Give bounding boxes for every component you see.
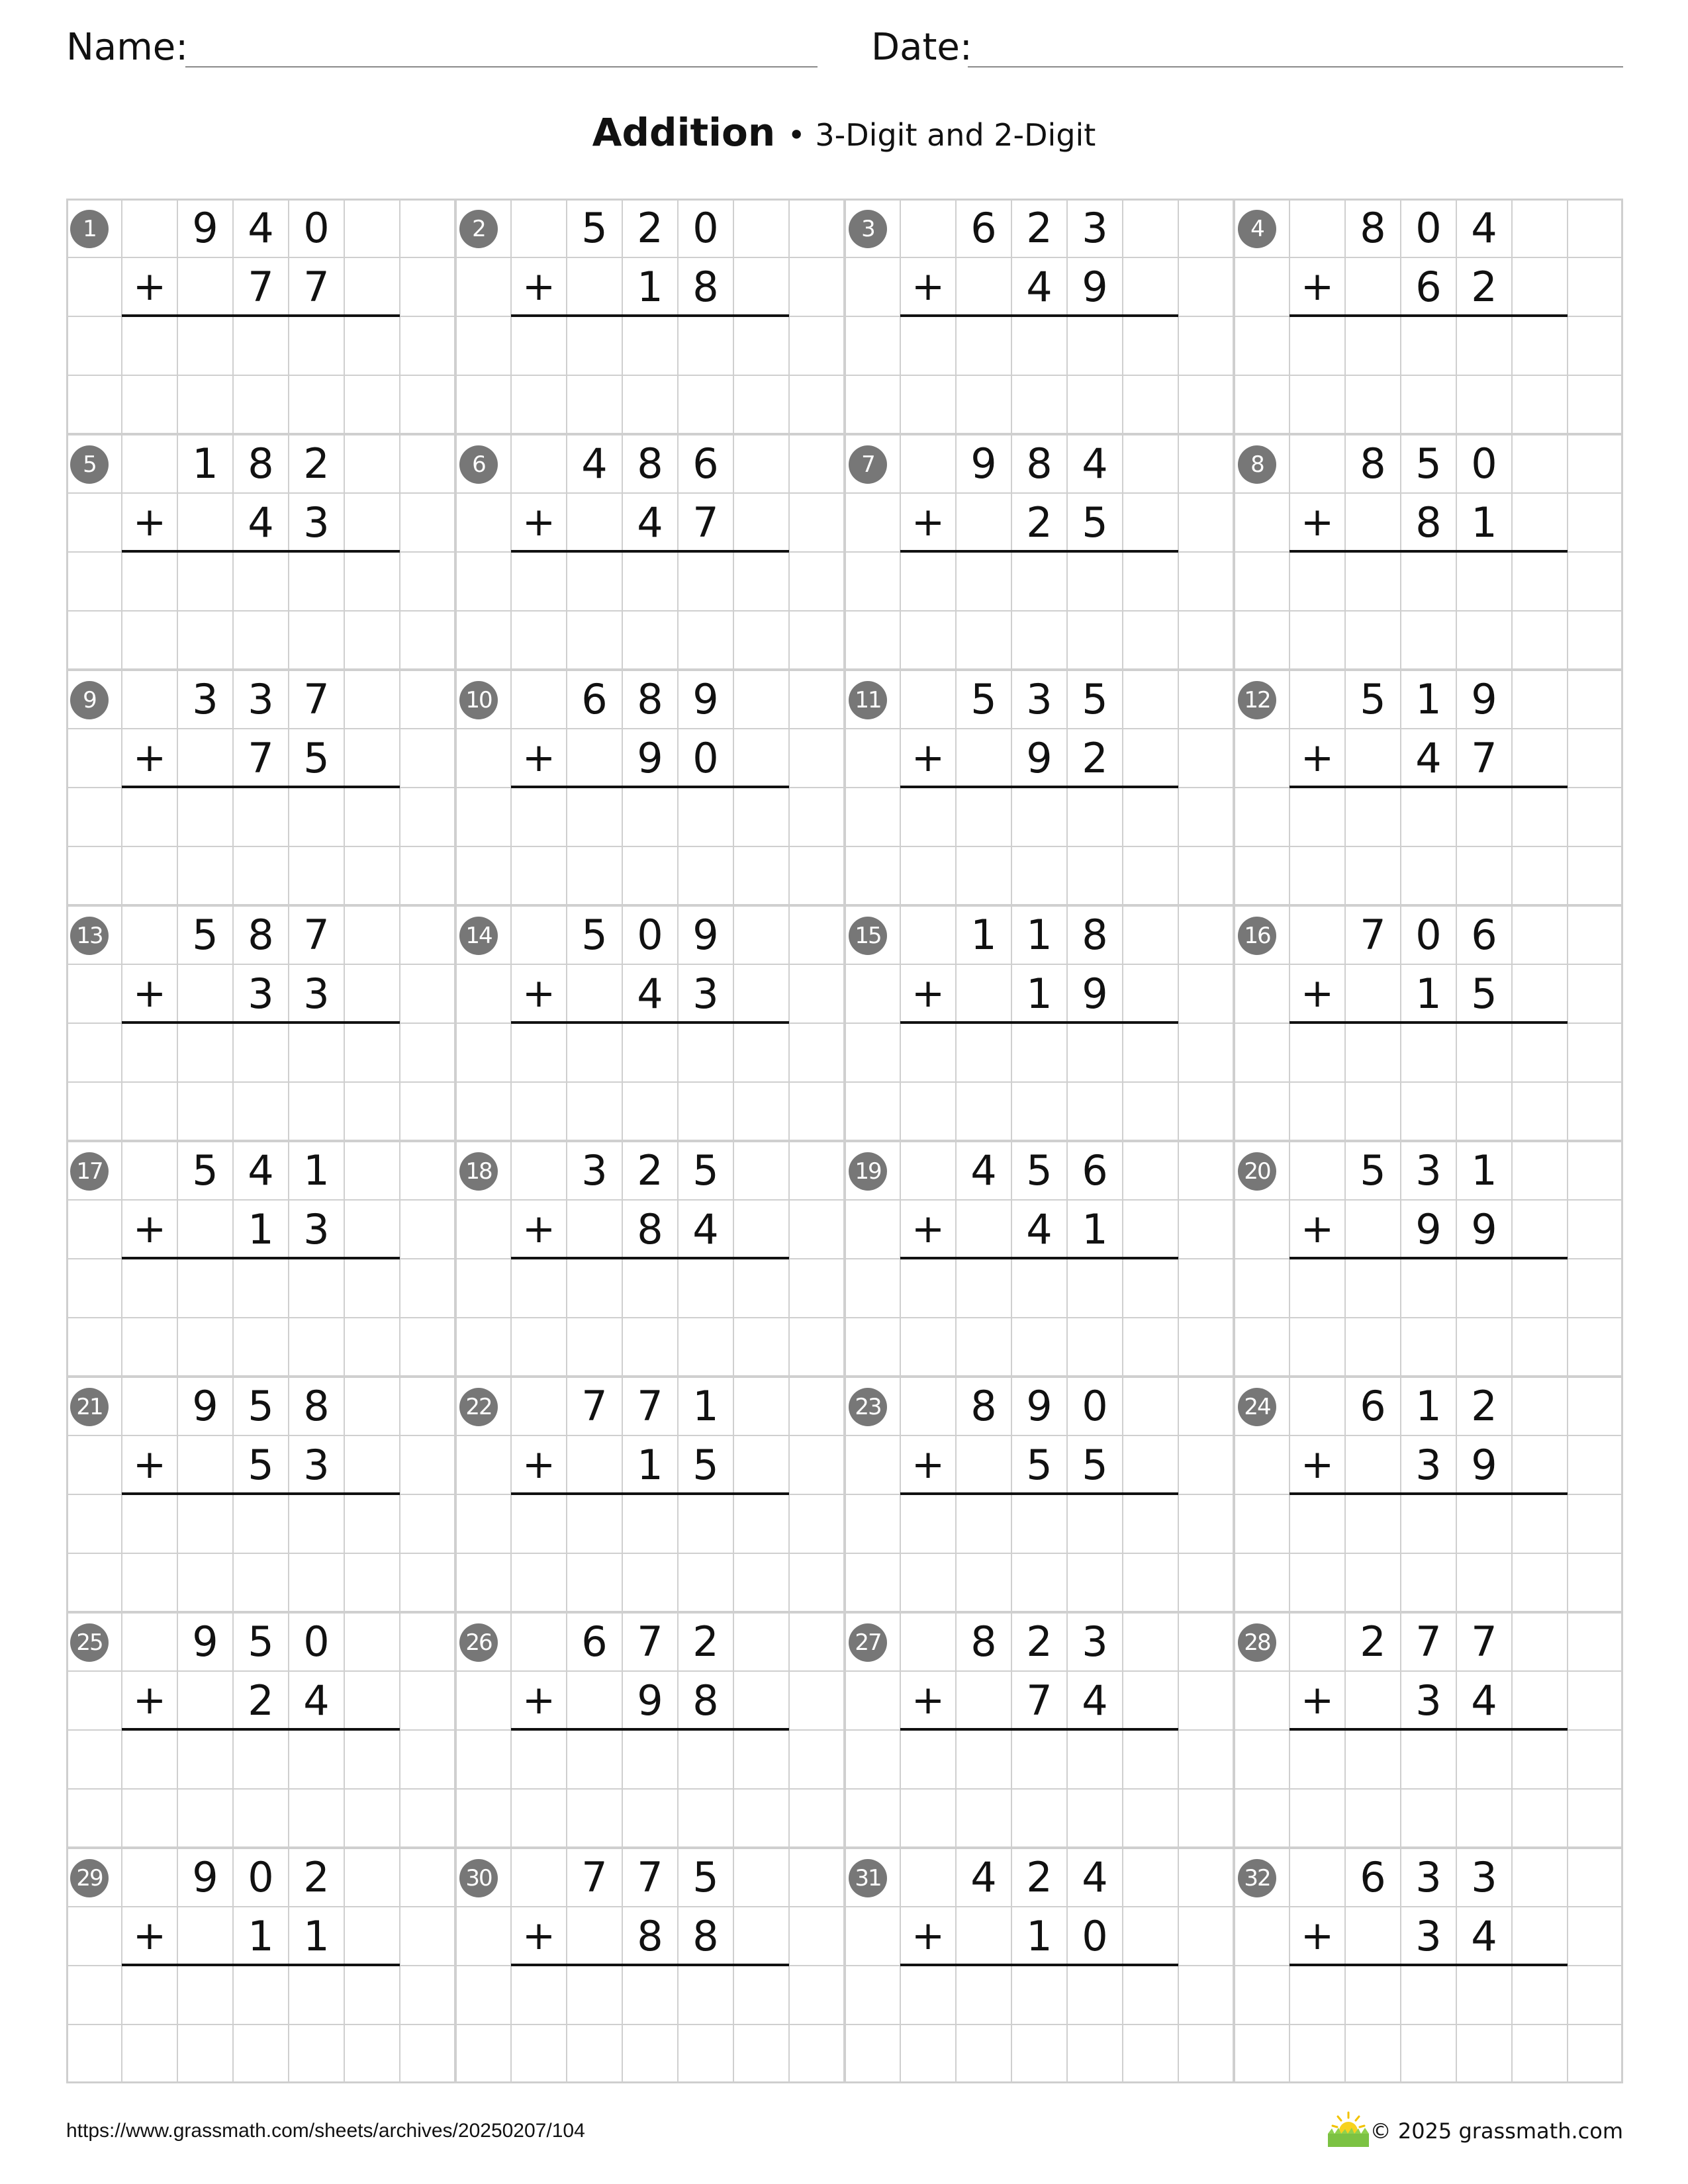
answer-area[interactable] xyxy=(122,316,400,434)
problem-29 xyxy=(66,1848,455,2083)
bottom-digit: 3 xyxy=(1415,1676,1442,1725)
top-digit: 7 xyxy=(1415,1617,1442,1666)
problem-number-badge: 3 xyxy=(849,210,887,248)
plus-sign: + xyxy=(132,735,167,781)
top-digit: 5 xyxy=(192,911,218,959)
top-digit: 0 xyxy=(1415,911,1442,959)
top-digit: 4 xyxy=(1082,439,1108,488)
bottom-digit: 1 xyxy=(1471,498,1497,547)
top-digit: 5 xyxy=(692,1146,719,1195)
problem-number-badge: 32 xyxy=(1238,1859,1276,1897)
top-digit: 5 xyxy=(248,1382,274,1430)
answer-area[interactable] xyxy=(511,316,789,434)
answer-area[interactable] xyxy=(1289,1730,1568,1848)
problem-number-badge: 17 xyxy=(70,1152,109,1191)
bottom-digit: 4 xyxy=(303,1676,330,1725)
plus-sign: + xyxy=(911,970,945,1017)
top-digit: 3 xyxy=(248,675,274,723)
bottom-digit: 8 xyxy=(692,263,719,311)
bottom-digit: 7 xyxy=(248,263,274,311)
plus-sign: + xyxy=(522,970,556,1017)
bottom-digit: 2 xyxy=(1082,734,1108,782)
top-digit: 1 xyxy=(692,1382,719,1430)
answer-area[interactable] xyxy=(511,552,789,670)
name-label: Name: xyxy=(66,26,189,69)
top-digit: 9 xyxy=(970,439,997,488)
plus-sign: + xyxy=(522,1677,556,1723)
top-digit: 2 xyxy=(637,204,663,252)
top-digit: 7 xyxy=(581,1382,608,1430)
top-digit: 7 xyxy=(1471,1617,1497,1666)
top-digit: 2 xyxy=(1471,1382,1497,1430)
plus-sign: + xyxy=(1300,263,1335,310)
problem-6 xyxy=(455,434,845,670)
bottom-digit: 9 xyxy=(1471,1441,1497,1489)
top-digit: 6 xyxy=(581,1617,608,1666)
top-digit: 1 xyxy=(1026,911,1053,959)
problem-17 xyxy=(66,1141,455,1377)
bottom-digit: 3 xyxy=(1415,1441,1442,1489)
top-digit: 7 xyxy=(1360,911,1386,959)
problem-14 xyxy=(455,905,845,1141)
bottom-digit: 4 xyxy=(1471,1912,1497,1960)
top-digit: 6 xyxy=(692,439,719,488)
bottom-digit: 9 xyxy=(637,734,663,782)
bottom-digit: 3 xyxy=(248,970,274,1018)
plus-sign: + xyxy=(911,735,945,781)
bottom-digit: 0 xyxy=(1082,1912,1108,1960)
plus-sign: + xyxy=(132,1913,167,1959)
bottom-digit: 7 xyxy=(692,498,719,547)
top-digit: 8 xyxy=(248,439,274,488)
top-digit: 4 xyxy=(248,204,274,252)
name-line[interactable] xyxy=(185,66,818,68)
answer-area[interactable] xyxy=(122,1730,400,1848)
problem-13 xyxy=(66,905,455,1141)
answer-area[interactable] xyxy=(1289,1966,1568,2083)
bottom-digit: 2 xyxy=(1471,263,1497,311)
bottom-digit: 4 xyxy=(1026,1205,1053,1253)
top-digit: 8 xyxy=(1360,204,1386,252)
top-digit: 5 xyxy=(581,204,608,252)
top-digit: 8 xyxy=(1026,439,1053,488)
top-digit: 6 xyxy=(970,204,997,252)
plus-sign: + xyxy=(132,1441,167,1488)
problem-5 xyxy=(66,434,455,670)
top-digit: 5 xyxy=(1415,439,1442,488)
top-digit: 8 xyxy=(637,675,663,723)
top-digit: 1 xyxy=(303,1146,330,1195)
top-digit: 0 xyxy=(303,204,330,252)
problem-number-badge: 31 xyxy=(849,1859,887,1897)
bottom-digit: 8 xyxy=(637,1912,663,1960)
problem-number-badge: 4 xyxy=(1238,210,1276,248)
bottom-digit: 1 xyxy=(303,1912,330,1960)
problem-number-badge: 16 xyxy=(1238,917,1276,955)
bottom-digit: 1 xyxy=(1082,1205,1108,1253)
bottom-digit: 3 xyxy=(303,498,330,547)
bottom-digit: 1 xyxy=(1415,970,1442,1018)
answer-area[interactable] xyxy=(900,1023,1178,1141)
answer-area[interactable] xyxy=(900,316,1178,434)
bottom-digit: 7 xyxy=(303,263,330,311)
problem-number-badge: 6 xyxy=(459,445,498,484)
answer-area[interactable] xyxy=(900,1966,1178,2083)
bottom-digit: 0 xyxy=(692,734,719,782)
problem-12 xyxy=(1234,670,1623,905)
bottom-digit: 3 xyxy=(692,970,719,1018)
problem-32 xyxy=(1234,1848,1623,2083)
problem-number-badge: 9 xyxy=(70,681,109,719)
problem-16 xyxy=(1234,905,1623,1141)
problem-19 xyxy=(845,1141,1234,1377)
problem-10 xyxy=(455,670,845,905)
top-digit: 0 xyxy=(1415,204,1442,252)
problem-number-badge: 29 xyxy=(70,1859,109,1897)
top-digit: 2 xyxy=(692,1617,719,1666)
top-digit: 9 xyxy=(1471,675,1497,723)
problem-number-badge: 13 xyxy=(70,917,109,955)
top-digit: 3 xyxy=(192,675,218,723)
bottom-digit: 8 xyxy=(692,1912,719,1960)
bottom-digit: 1 xyxy=(248,1205,274,1253)
top-digit: 5 xyxy=(581,911,608,959)
top-digit: 3 xyxy=(1415,1146,1442,1195)
problem-1 xyxy=(66,199,455,434)
top-digit: 4 xyxy=(970,1146,997,1195)
problem-number-badge: 22 xyxy=(459,1388,498,1426)
problem-number-badge: 14 xyxy=(459,917,498,955)
top-digit: 4 xyxy=(581,439,608,488)
top-digit: 8 xyxy=(637,439,663,488)
top-digit: 4 xyxy=(248,1146,274,1195)
bottom-digit: 9 xyxy=(1082,263,1108,311)
answer-area[interactable] xyxy=(511,1730,789,1848)
bottom-digit: 9 xyxy=(1415,1205,1442,1253)
problem-number-badge: 30 xyxy=(459,1859,498,1897)
top-digit: 5 xyxy=(248,1617,274,1666)
top-digit: 9 xyxy=(192,1617,218,1666)
worksheet-title xyxy=(0,106,1688,161)
bottom-digit: 6 xyxy=(1415,263,1442,311)
problem-number-badge: 21 xyxy=(70,1388,109,1426)
top-digit: 2 xyxy=(303,1853,330,1901)
top-digit: 8 xyxy=(248,911,274,959)
problem-18 xyxy=(455,1141,845,1377)
bottom-digit: 8 xyxy=(1415,498,1442,547)
plus-sign: + xyxy=(911,1441,945,1488)
top-digit: 3 xyxy=(1082,1617,1108,1666)
top-digit: 6 xyxy=(1082,1146,1108,1195)
problem-number-badge: 28 xyxy=(1238,1623,1276,1662)
problem-number-badge: 2 xyxy=(459,210,498,248)
title-subtitle: • 3-Digit and 2-Digit xyxy=(787,117,1096,153)
problem-number-badge: 7 xyxy=(849,445,887,484)
answer-area[interactable] xyxy=(1289,1023,1568,1141)
top-digit: 6 xyxy=(1360,1853,1386,1901)
plus-sign: + xyxy=(1300,1441,1335,1488)
plus-sign: + xyxy=(911,1913,945,1959)
bottom-digit: 7 xyxy=(248,734,274,782)
answer-area[interactable] xyxy=(511,1023,789,1141)
plus-sign: + xyxy=(911,1677,945,1723)
top-digit: 3 xyxy=(581,1146,608,1195)
problem-number-badge: 27 xyxy=(849,1623,887,1662)
problem-4 xyxy=(1234,199,1623,434)
title-main: Addition xyxy=(592,110,776,155)
problem-26 xyxy=(455,1612,845,1848)
bottom-digit: 1 xyxy=(1026,970,1053,1018)
top-digit: 7 xyxy=(637,1853,663,1901)
answer-area[interactable] xyxy=(511,1966,789,2083)
bottom-digit: 5 xyxy=(1026,1441,1053,1489)
top-digit: 6 xyxy=(581,675,608,723)
bottom-digit: 4 xyxy=(1026,263,1053,311)
bottom-digit: 9 xyxy=(1471,1205,1497,1253)
top-digit: 3 xyxy=(1471,1853,1497,1901)
top-digit: 9 xyxy=(192,204,218,252)
bottom-digit: 7 xyxy=(1471,734,1497,782)
answer-area[interactable] xyxy=(511,788,789,905)
problem-number-badge: 10 xyxy=(459,681,498,719)
plus-sign: + xyxy=(132,499,167,545)
plus-sign: + xyxy=(1300,1913,1335,1959)
answer-area[interactable] xyxy=(1289,1259,1568,1377)
plus-sign: + xyxy=(522,735,556,781)
top-digit: 6 xyxy=(1360,1382,1386,1430)
bottom-digit: 1 xyxy=(637,263,663,311)
top-digit: 8 xyxy=(1360,439,1386,488)
answer-area[interactable] xyxy=(511,1494,789,1612)
bottom-digit: 5 xyxy=(692,1441,719,1489)
top-digit: 5 xyxy=(970,675,997,723)
top-digit: 9 xyxy=(692,675,719,723)
bottom-digit: 3 xyxy=(303,970,330,1018)
bottom-digit: 4 xyxy=(637,498,663,547)
answer-area[interactable] xyxy=(1289,788,1568,905)
problem-number-badge: 5 xyxy=(70,445,109,484)
problem-27 xyxy=(845,1612,1234,1848)
bottom-digit: 9 xyxy=(637,1676,663,1725)
top-digit: 0 xyxy=(1471,439,1497,488)
problem-number-badge: 12 xyxy=(1238,681,1276,719)
top-digit: 9 xyxy=(192,1853,218,1901)
top-digit: 1 xyxy=(1415,675,1442,723)
problem-number-badge: 26 xyxy=(459,1623,498,1662)
top-digit: 8 xyxy=(303,1382,330,1430)
problem-21 xyxy=(66,1377,455,1612)
top-digit: 1 xyxy=(1471,1146,1497,1195)
bottom-digit: 3 xyxy=(303,1441,330,1489)
bottom-digit: 4 xyxy=(1471,1676,1497,1725)
top-digit: 6 xyxy=(1471,911,1497,959)
answer-area[interactable] xyxy=(1289,1494,1568,1612)
plus-sign: + xyxy=(132,1677,167,1723)
top-digit: 9 xyxy=(1026,1382,1053,1430)
problem-25 xyxy=(66,1612,455,1848)
bottom-digit: 4 xyxy=(1082,1676,1108,1725)
answer-area[interactable] xyxy=(122,552,400,670)
bottom-digit: 5 xyxy=(1082,498,1108,547)
bottom-digit: 4 xyxy=(692,1205,719,1253)
top-digit: 7 xyxy=(637,1617,663,1666)
bottom-digit: 4 xyxy=(1415,734,1442,782)
bottom-digit: 2 xyxy=(1026,498,1053,547)
plus-sign: + xyxy=(1300,970,1335,1017)
plus-sign: + xyxy=(522,1913,556,1959)
plus-sign: + xyxy=(1300,1677,1335,1723)
bottom-digit: 8 xyxy=(637,1205,663,1253)
top-digit: 5 xyxy=(1360,1146,1386,1195)
problem-15 xyxy=(845,905,1234,1141)
top-digit: 5 xyxy=(1082,675,1108,723)
top-digit: 2 xyxy=(1026,1617,1053,1666)
date-line[interactable] xyxy=(968,66,1623,68)
top-digit: 7 xyxy=(581,1853,608,1901)
top-digit: 9 xyxy=(192,1382,218,1430)
bottom-digit: 9 xyxy=(1026,734,1053,782)
top-digit: 2 xyxy=(1026,1853,1053,1901)
problem-7 xyxy=(845,434,1234,670)
problem-28 xyxy=(1234,1612,1623,1848)
answer-area[interactable] xyxy=(511,1259,789,1377)
bottom-digit: 4 xyxy=(637,970,663,1018)
top-digit: 0 xyxy=(303,1617,330,1666)
plus-sign: + xyxy=(911,263,945,310)
answer-area[interactable] xyxy=(900,1494,1178,1612)
problem-number-badge: 25 xyxy=(70,1623,109,1662)
problem-number-badge: 18 xyxy=(459,1152,498,1191)
plus-sign: + xyxy=(1300,1206,1335,1252)
bottom-digit: 5 xyxy=(1082,1441,1108,1489)
problem-number-badge: 11 xyxy=(849,681,887,719)
plus-sign: + xyxy=(522,1206,556,1252)
top-digit: 9 xyxy=(692,911,719,959)
top-digit: 8 xyxy=(1082,911,1108,959)
problem-grid xyxy=(66,199,1623,2083)
top-digit: 7 xyxy=(303,911,330,959)
top-digit: 7 xyxy=(303,675,330,723)
top-digit: 4 xyxy=(1471,204,1497,252)
top-digit: 0 xyxy=(1082,1382,1108,1430)
plus-sign: + xyxy=(522,263,556,310)
top-digit: 4 xyxy=(970,1853,997,1901)
top-digit: 5 xyxy=(692,1853,719,1901)
problem-9 xyxy=(66,670,455,905)
problem-30 xyxy=(455,1848,845,2083)
top-digit: 1 xyxy=(970,911,997,959)
answer-area[interactable] xyxy=(122,1023,400,1141)
answer-area[interactable] xyxy=(122,1494,400,1612)
answer-area[interactable] xyxy=(900,1259,1178,1377)
top-digit: 2 xyxy=(1360,1617,1386,1666)
top-digit: 8 xyxy=(970,1617,997,1666)
problem-3 xyxy=(845,199,1234,434)
problem-number-badge: 1 xyxy=(70,210,109,248)
footer-url: https://www.grassmath.com/sheets/archives/20250207/104 xyxy=(66,2120,585,2142)
top-digit: 5 xyxy=(1360,675,1386,723)
top-digit: 0 xyxy=(692,204,719,252)
problem-number-badge: 15 xyxy=(849,917,887,955)
problem-number-badge: 24 xyxy=(1238,1388,1276,1426)
top-digit: 3 xyxy=(1026,675,1053,723)
problem-22 xyxy=(455,1377,845,1612)
bottom-digit: 5 xyxy=(303,734,330,782)
bottom-digit: 1 xyxy=(248,1912,274,1960)
top-digit: 2 xyxy=(637,1146,663,1195)
top-digit: 0 xyxy=(248,1853,274,1901)
problem-20 xyxy=(1234,1141,1623,1377)
top-digit: 5 xyxy=(192,1146,218,1195)
answer-area[interactable] xyxy=(900,552,1178,670)
plus-sign: + xyxy=(132,1206,167,1252)
bottom-digit: 9 xyxy=(1082,970,1108,1018)
problem-23 xyxy=(845,1377,1234,1612)
plus-sign: + xyxy=(132,970,167,1017)
answer-area[interactable] xyxy=(900,1730,1178,1848)
bottom-digit: 7 xyxy=(1026,1676,1053,1725)
top-digit: 1 xyxy=(1415,1382,1442,1430)
bottom-digit: 1 xyxy=(637,1441,663,1489)
bottom-digit: 3 xyxy=(1415,1912,1442,1960)
problem-number-badge: 20 xyxy=(1238,1152,1276,1191)
bottom-digit: 4 xyxy=(248,498,274,547)
plus-sign: + xyxy=(522,1441,556,1488)
problem-24 xyxy=(1234,1377,1623,1612)
bottom-digit: 5 xyxy=(248,1441,274,1489)
bottom-digit: 3 xyxy=(303,1205,330,1253)
plus-sign: + xyxy=(132,263,167,310)
problem-number-badge: 19 xyxy=(849,1152,887,1191)
answer-area[interactable] xyxy=(122,1966,400,2083)
answer-area[interactable] xyxy=(1289,316,1568,434)
bottom-digit: 2 xyxy=(248,1676,274,1725)
top-digit: 2 xyxy=(303,439,330,488)
top-digit: 3 xyxy=(1082,204,1108,252)
plus-sign: + xyxy=(522,499,556,545)
bottom-digit: 8 xyxy=(692,1676,719,1725)
top-digit: 4 xyxy=(1082,1853,1108,1901)
date-label: Date: xyxy=(871,26,972,69)
plus-sign: + xyxy=(1300,735,1335,781)
problem-11 xyxy=(845,670,1234,905)
answer-area[interactable] xyxy=(122,788,400,905)
answer-area[interactable] xyxy=(1289,552,1568,670)
top-digit: 5 xyxy=(1026,1146,1053,1195)
answer-area[interactable] xyxy=(122,1259,400,1377)
plus-sign: + xyxy=(1300,499,1335,545)
top-digit: 3 xyxy=(1415,1853,1442,1901)
top-digit: 7 xyxy=(637,1382,663,1430)
top-digit: 8 xyxy=(970,1382,997,1430)
problem-number-badge: 8 xyxy=(1238,445,1276,484)
problem-31 xyxy=(845,1848,1234,2083)
problem-number-badge: 23 xyxy=(849,1388,887,1426)
bottom-digit: 5 xyxy=(1471,970,1497,1018)
answer-area[interactable] xyxy=(900,788,1178,905)
bottom-digit: 1 xyxy=(1026,1912,1053,1960)
grass-sun-logo-icon xyxy=(1325,2110,1372,2150)
plus-sign: + xyxy=(911,499,945,545)
top-digit: 0 xyxy=(637,911,663,959)
footer-copyright: © 2025 grassmath.com xyxy=(1370,2118,1623,2144)
top-digit: 1 xyxy=(192,439,218,488)
top-digit: 2 xyxy=(1026,204,1053,252)
problem-8 xyxy=(1234,434,1623,670)
plus-sign: + xyxy=(911,1206,945,1252)
problem-2 xyxy=(455,199,845,434)
